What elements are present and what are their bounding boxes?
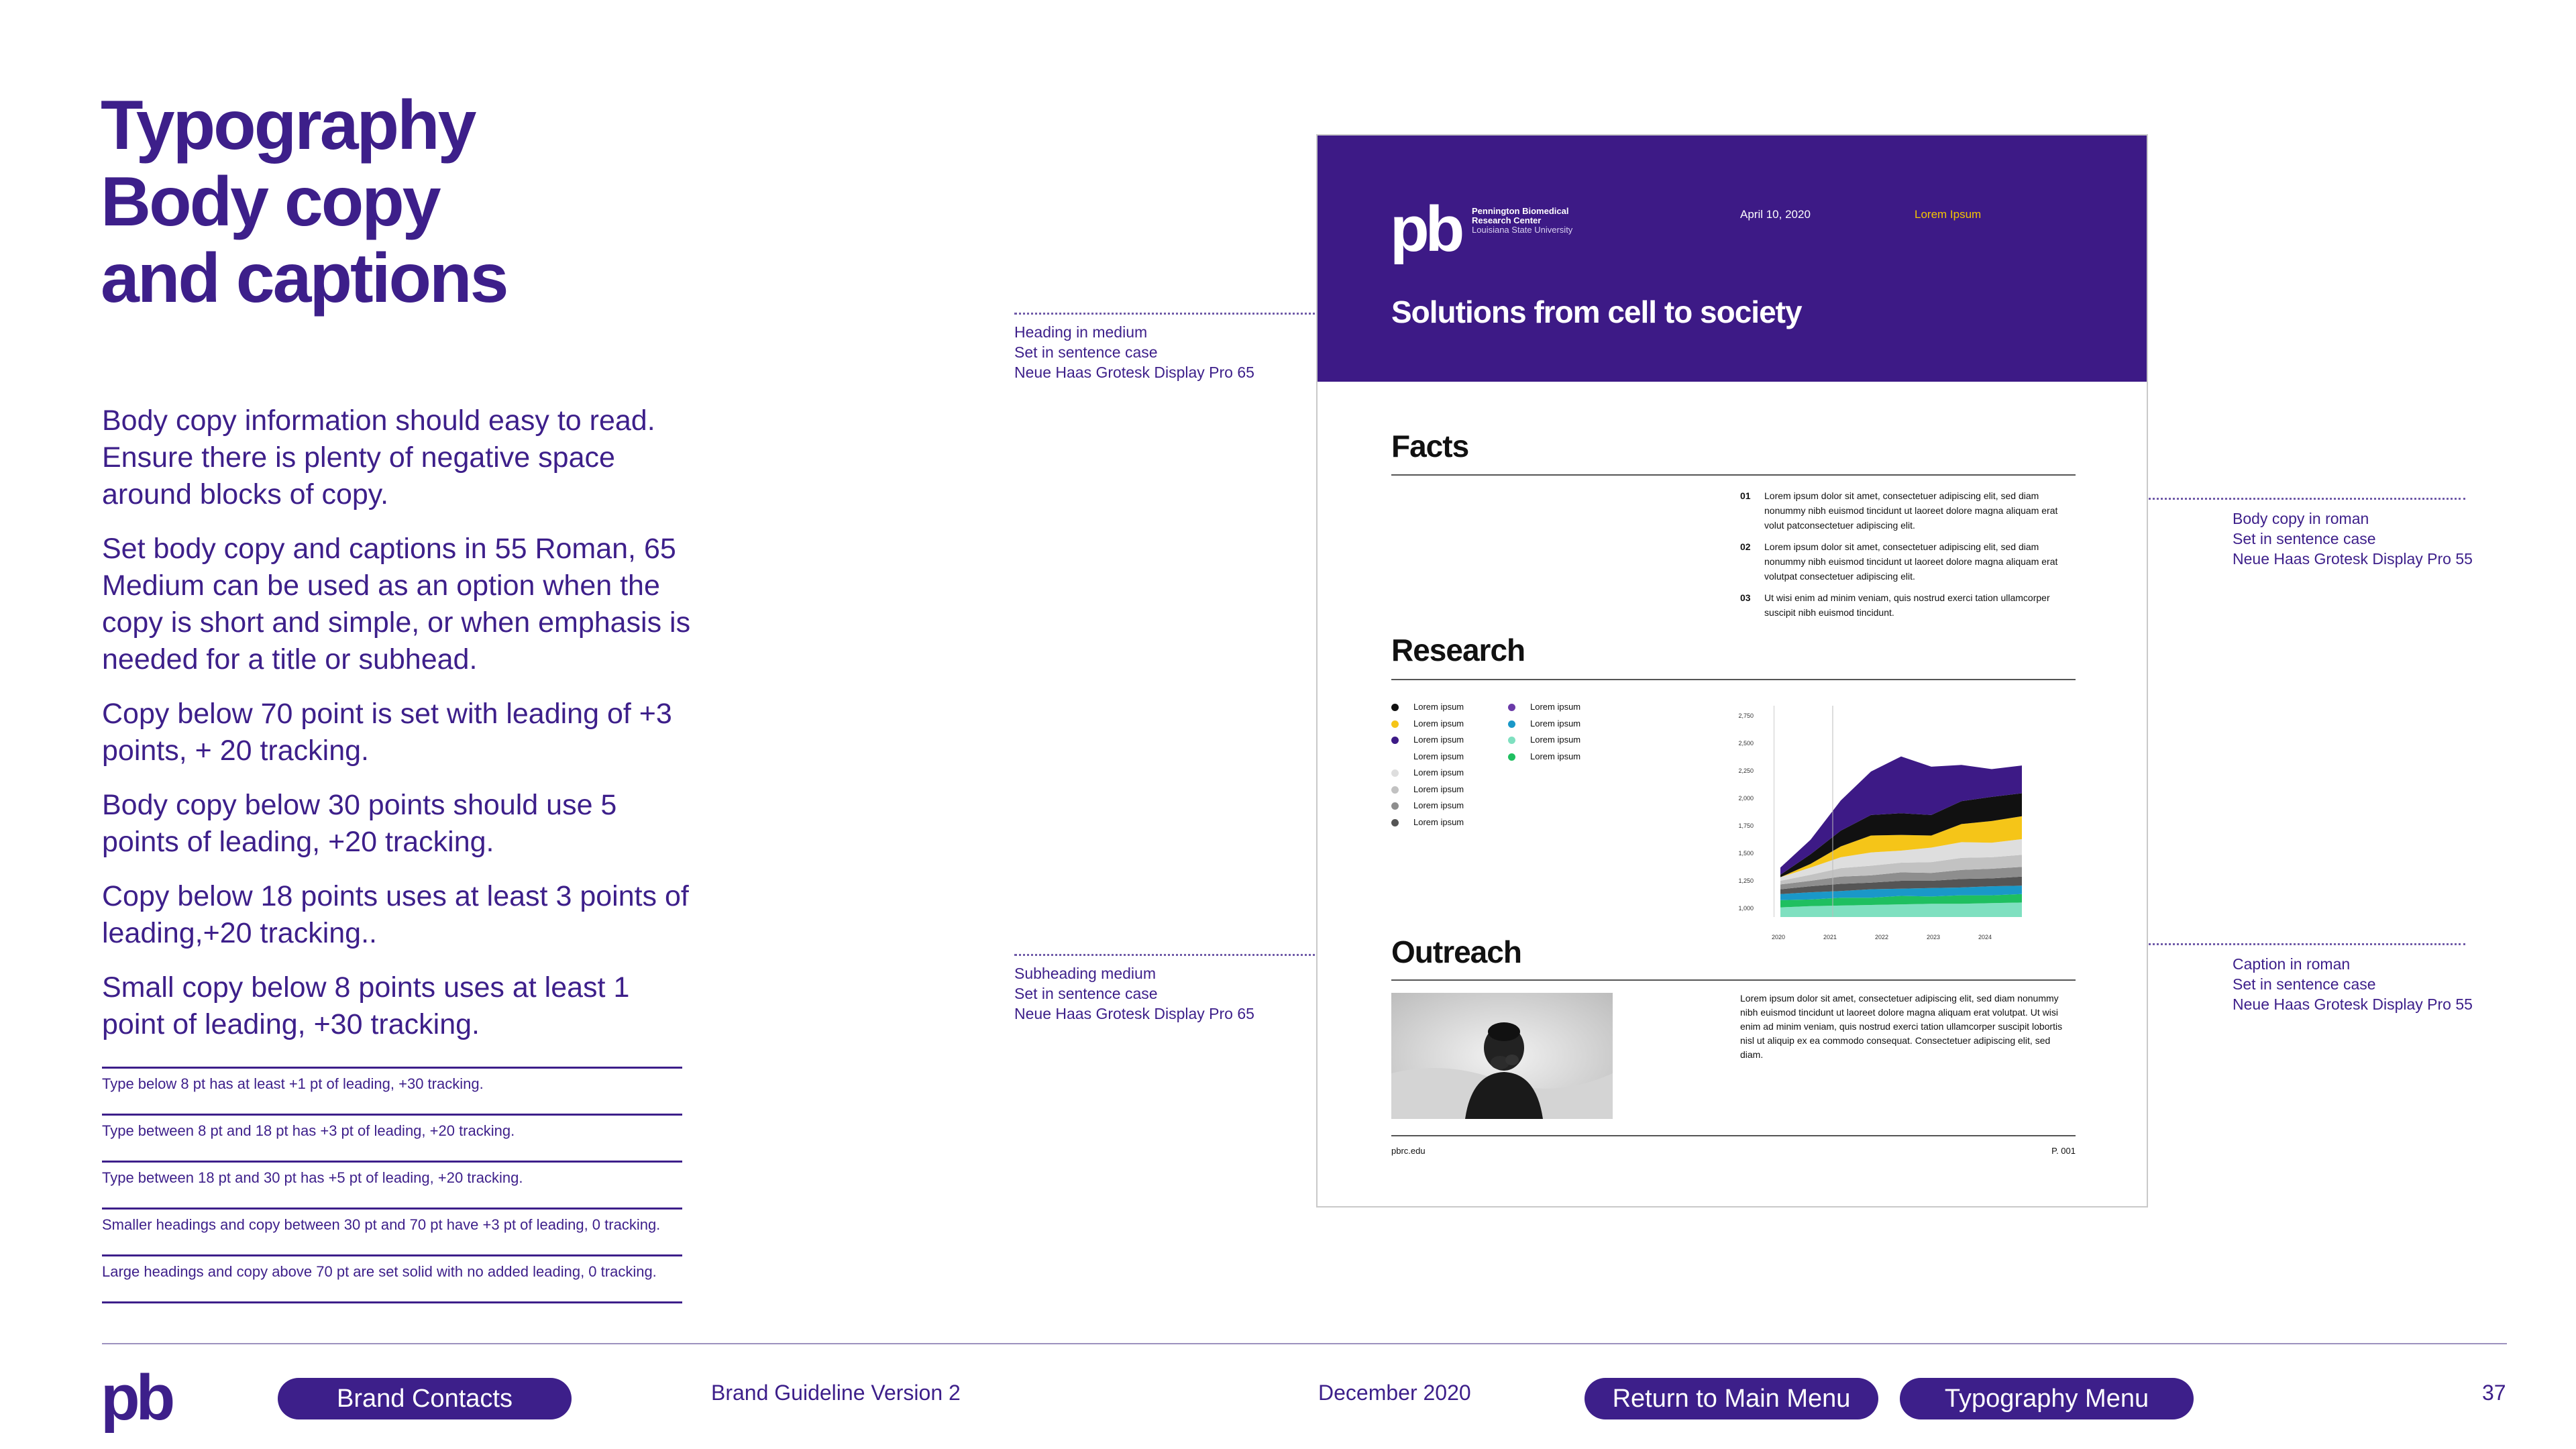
legend-label: Lorem ipsum — [1413, 784, 1464, 794]
brand-contacts-button[interactable]: Brand Contacts — [278, 1378, 572, 1419]
type-rule-divider — [102, 1301, 682, 1303]
legend-label: Lorem ipsum — [1413, 767, 1464, 777]
annotation-line: Neue Haas Grotesk Display Pro 55 — [2233, 996, 2473, 1013]
y-tick-label: 1,500 — [1738, 850, 1754, 857]
legend-item — [1391, 782, 1464, 798]
y-tick-label: 1,750 — [1738, 822, 1754, 829]
legend-label: Lorem ipsum — [1530, 735, 1581, 745]
typography-menu-button[interactable]: Typography Menu — [1900, 1378, 2194, 1419]
legend-item — [1391, 699, 1464, 716]
footer-date: December 2020 — [1318, 1381, 1471, 1405]
annotation-line: Subheading medium — [1014, 965, 1156, 982]
legend-item — [1508, 716, 1580, 733]
fact-number: 01 — [1740, 490, 1751, 501]
footer-pb-logo: pb — [101, 1362, 172, 1434]
facts-heading: Facts — [1391, 429, 1469, 464]
annotation-line: Neue Haas Grotesk Display Pro 65 — [1014, 364, 1254, 381]
annotation-line: Set in sentence case — [2233, 975, 2376, 993]
legend-label: Lorem ipsum — [1413, 816, 1464, 827]
legend-label: Lorem ipsum — [1413, 751, 1464, 761]
body-paragraph: Copy below 70 point is set with leading of +3 points, + 20 tracking. — [102, 698, 672, 767]
legend-swatch — [1391, 819, 1399, 826]
x-tick-label: 2021 — [1823, 934, 1837, 941]
subheading-annotation — [1014, 963, 1254, 1024]
fact-item — [1740, 539, 2080, 584]
body-paragraph: Copy below 18 points uses at least 3 points of leading,+20 tracking.. — [102, 880, 689, 949]
legend-item — [1508, 749, 1580, 765]
page-number: 37 — [2482, 1381, 2506, 1405]
legend-swatch — [1391, 720, 1399, 728]
fact-text: Ut wisi enim ad minim veniam, quis nostrud exerci tation ullamcorper suscipit nibh euismod tincidunt. — [1764, 592, 2050, 618]
annotation-line: Set in sentence case — [2233, 530, 2376, 547]
document-date: April 10, 2020 — [1740, 208, 1811, 221]
legend-label: Lorem ipsum — [1530, 718, 1581, 729]
legend-item — [1391, 798, 1464, 814]
y-tick-label: 2,250 — [1738, 767, 1754, 774]
fact-text: Lorem ipsum dolor sit amet, consectetuer adipiscing elit, sed diam nonummy nibh euismod tincidunt ut laoreet dolore magna aliquam erat volut patconsectetuer adipiscing elit. — [1764, 490, 2058, 531]
type-rules-list — [102, 1067, 682, 1303]
caption-annotation — [2233, 954, 2473, 1014]
fact-number: 03 — [1740, 592, 1751, 603]
legend-item — [1391, 765, 1464, 782]
legend-item — [1508, 732, 1580, 749]
annotation-line: Set in sentence case — [1014, 985, 1158, 1002]
legend-item — [1508, 699, 1580, 716]
document-heading: Solutions from cell to society — [1391, 294, 1802, 329]
document-footer-divider — [1391, 1135, 2076, 1136]
legend-item — [1391, 732, 1464, 749]
research-heading: Research — [1391, 633, 1525, 667]
fact-number: 02 — [1740, 541, 1751, 552]
legend-label: Lorem ipsum — [1413, 718, 1464, 729]
document-preview — [1316, 134, 2148, 1208]
heading-annotation — [1014, 322, 1254, 382]
x-tick-label: 2024 — [1978, 934, 1992, 941]
document-footer-page: P. 001 — [2051, 1146, 2076, 1156]
body-paragraph: Small copy below 8 points uses at least 1 point of leading, +30 tracking. — [102, 971, 630, 1040]
outreach-heading: Outreach — [1391, 934, 1521, 969]
section-divider — [1391, 679, 2076, 680]
legend-swatch — [1508, 704, 1515, 711]
fact-text: Lorem ipsum dolor sit amet, consectetuer adipiscing elit, sed diam nonummy nibh euismod tincidunt ut laoreet dolore magna aliquam erat volutpat consectetuer adipiscing elit. — [1764, 541, 2058, 582]
type-rule: Type between 18 pt and 30 pt has +5 pt of leading, +20 tracking. — [102, 1161, 682, 1208]
legend-swatch — [1391, 769, 1399, 777]
legend-label: Lorem ipsum — [1530, 751, 1581, 761]
legend-item — [1391, 814, 1464, 831]
page-title — [101, 87, 506, 317]
legend-swatch — [1508, 737, 1515, 744]
legend-label: Lorem ipsum — [1530, 702, 1581, 712]
org-name — [1472, 207, 1572, 235]
legend-item — [1391, 716, 1464, 733]
legend-label: Lorem ipsum — [1413, 702, 1464, 712]
child-photo-image — [1391, 993, 1613, 1119]
chart-legend-col1 — [1391, 699, 1464, 830]
fact-item — [1740, 488, 2080, 533]
legend-swatch — [1508, 720, 1515, 728]
outreach-text: Lorem ipsum dolor sit amet, consectetuer adipiscing elit, sed diam nonummy nibh euismod tincidunt ut laoreet dolore magna aliquam erat volutpat. Ut wisi enim ad minim veniam, quis nostrud exerci tation ullamcorper suscipit lobortis nisl ut aliquip ex ea commodo consequat. Consectetuer adipiscing elit, sed diam. — [1740, 993, 2063, 1060]
legend-swatch — [1391, 802, 1399, 810]
y-tick-label: 1,000 — [1738, 905, 1754, 912]
guideline-version: Brand Guideline Version 2 — [711, 1381, 961, 1405]
fact-item — [1740, 590, 2080, 620]
annotation-line: Neue Haas Grotesk Display Pro 65 — [1014, 1005, 1254, 1022]
org-line: Louisiana State University — [1472, 225, 1573, 235]
chart-legend-col2 — [1508, 699, 1580, 765]
body-paragraph: Set body copy and captions in 55 Roman, 65 Medium can be used as an option when the copy is short and simple, or when emphasis is needed for a title or subhead. — [102, 533, 691, 676]
y-tick-label: 2,000 — [1738, 795, 1754, 802]
legend-swatch — [1508, 753, 1515, 761]
y-tick-label: 2,750 — [1738, 712, 1754, 719]
return-main-menu-button[interactable]: Return to Main Menu — [1585, 1378, 1878, 1419]
body-copy — [102, 402, 692, 1061]
legend-swatch — [1391, 737, 1399, 744]
type-rule: Type below 8 pt has at least +1 pt of leading, +30 tracking. — [102, 1067, 682, 1114]
y-tick-label: 1,250 — [1738, 877, 1754, 884]
research-area-chart — [1774, 706, 2035, 920]
document-header — [1318, 136, 2147, 382]
body-paragraph: Body copy information should easy to read. Ensure there is plenty of negative space around blocks of copy. — [102, 405, 655, 511]
legend-swatch — [1391, 786, 1399, 794]
section-divider — [1391, 474, 2076, 476]
x-tick-label: 2022 — [1874, 934, 1889, 941]
legend-label: Lorem ipsum — [1413, 800, 1464, 810]
outreach-photo — [1391, 993, 1613, 1119]
x-tick-label: 2020 — [1771, 934, 1786, 941]
chart-areas — [1780, 757, 2022, 917]
document-tag: Lorem Ipsum — [1915, 208, 1982, 221]
page-title-line: and captions — [101, 239, 507, 317]
legend-label: Lorem ipsum — [1413, 735, 1464, 745]
annotation-line: Neue Haas Grotesk Display Pro 55 — [2233, 550, 2473, 568]
legend-item — [1391, 749, 1464, 765]
document-footer-url: pbrc.edu — [1391, 1146, 1426, 1156]
y-tick-label: 2,500 — [1738, 740, 1754, 747]
org-line: Research Center — [1472, 215, 1542, 225]
body-paragraph: Body copy below 30 points should use 5 points of leading, +20 tracking. — [102, 789, 617, 858]
body-annotation — [2233, 508, 2473, 569]
footer-divider — [102, 1343, 2507, 1344]
org-line: Pennington Biomedical — [1472, 206, 1569, 216]
type-rule: Smaller headings and copy between 30 pt and 70 pt have +3 pt of leading, 0 tracking. — [102, 1208, 682, 1254]
page-title-line: Body copy — [101, 163, 439, 241]
type-rule: Large headings and copy above 70 pt are set solid with no added leading, 0 tracking. — [102, 1254, 682, 1301]
section-divider — [1391, 979, 2076, 981]
annotation-line: Body copy in roman — [2233, 510, 2369, 527]
annotation-line: Caption in roman — [2233, 955, 2351, 973]
type-rule: Type between 8 pt and 18 pt has +3 pt of leading, +20 tracking. — [102, 1114, 682, 1161]
page-title-line: Typography — [101, 87, 475, 164]
annotation-line: Heading in medium — [1014, 323, 1148, 341]
annotation-line: Set in sentence case — [1014, 343, 1158, 361]
x-tick-label: 2023 — [1926, 934, 1941, 941]
pb-logo: pb — [1390, 193, 1461, 265]
legend-swatch — [1391, 704, 1399, 711]
